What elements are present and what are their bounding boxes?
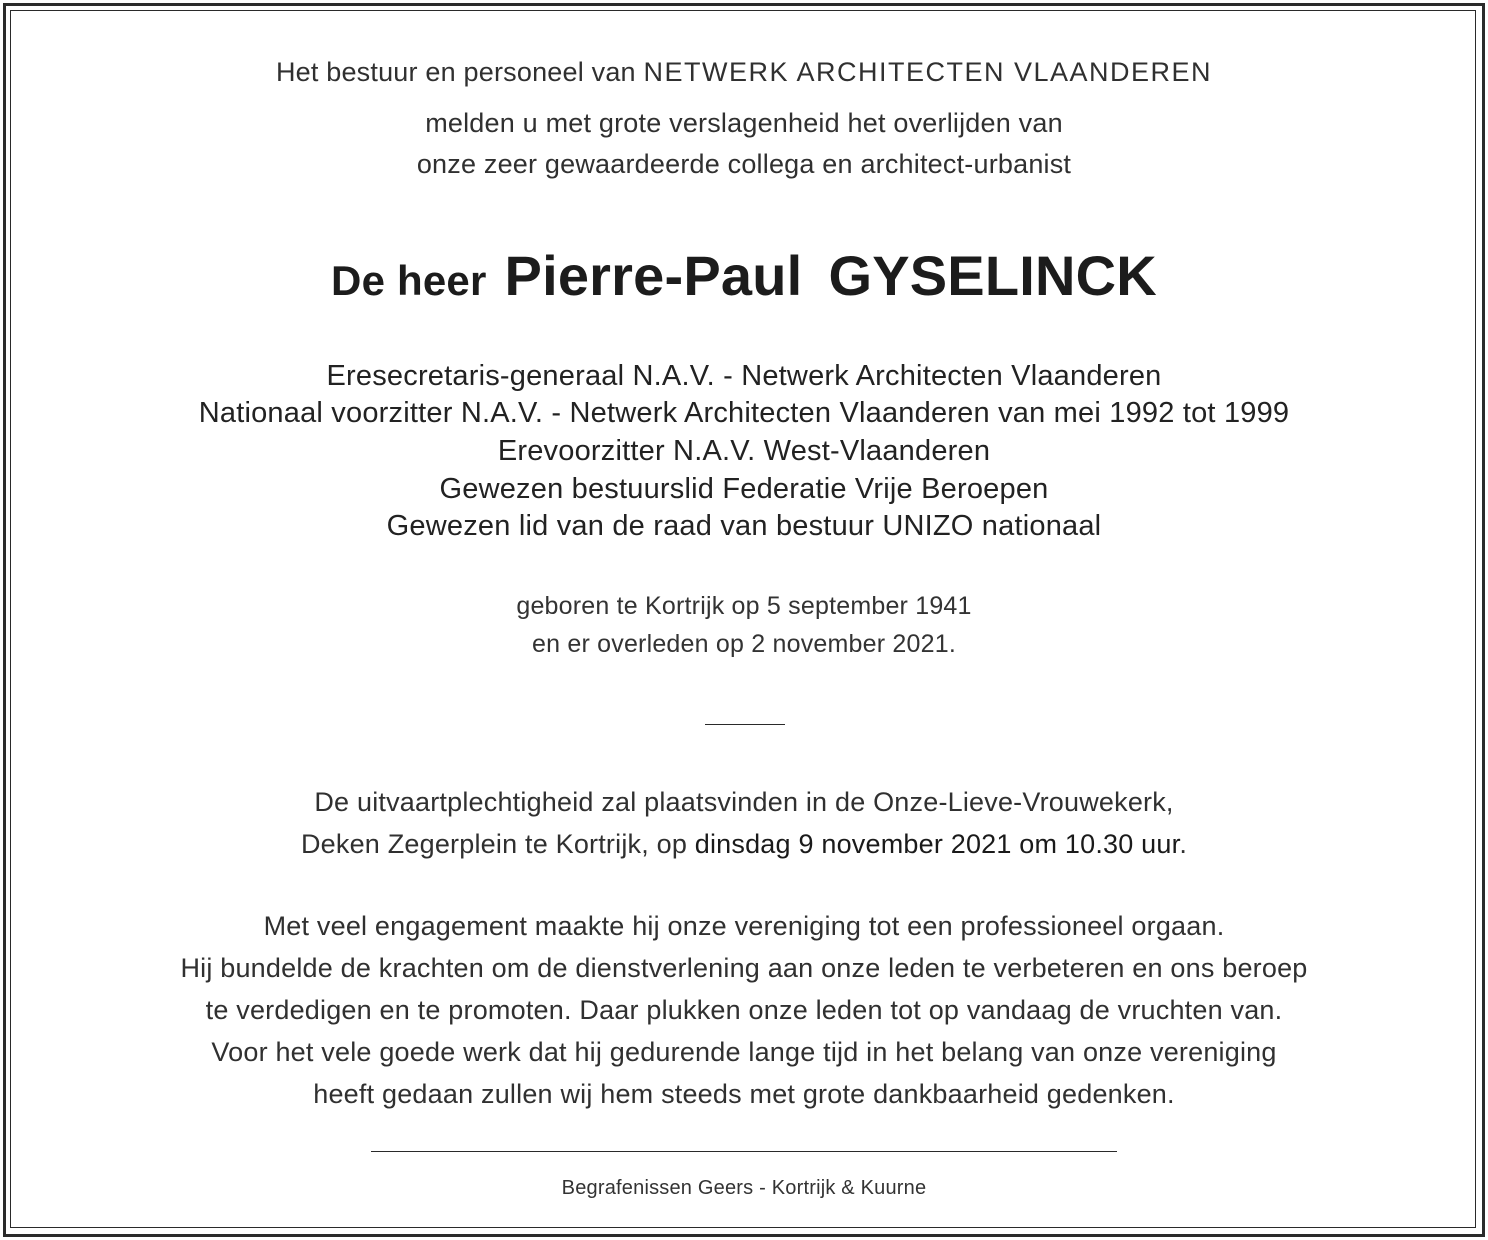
role-line: Nationaal voorzitter N.A.V. - Netwerk Architecten Vlaanderen van mei 1992 tot 1999 <box>198 397 1290 429</box>
role-line: Erevoorzitter N.A.V. West-Vlaanderen <box>497 435 991 467</box>
deceased-title: De heer <box>331 257 487 304</box>
funeral-location: Deken Zegerplein te Kortrijk, op <box>300 829 695 859</box>
deceased-last-name: GYSELINCK <box>828 244 1157 307</box>
funeral-datetime: dinsdag 9 november 2021 om 10.30 uur <box>694 829 1180 859</box>
birth-line: geboren te Kortrijk op 5 september 1941 <box>516 592 972 620</box>
funeral-line-1: De uitvaartplechtigheid zal plaatsvinden in de Onze-Lieve-Vrouwekerk, <box>314 787 1174 817</box>
short-divider <box>705 724 785 725</box>
organisation-name: NETWERK ARCHITECTEN VLAANDEREN <box>643 57 1213 87</box>
intro-line-1 <box>0 57 1488 88</box>
tribute-line: heeft gedaan zullen wij hem steeds met grote dankbaarheid gedenken. <box>313 1079 1175 1109</box>
death-line: en er overleden op 2 november 2021. <box>532 630 956 658</box>
role-line: Gewezen lid van de raad van bestuur UNIZO nationaal <box>386 510 1102 542</box>
tribute-line: Hij bundelde de krachten om de dienstverlening aan onze leden te verbeteren en ons beroep <box>180 953 1308 983</box>
tribute-line: te verdedigen en te promoten. Daar plukken onze leden tot op vandaag de vruchten van. <box>205 995 1283 1025</box>
tribute-line: Voor het vele goede werk dat hij gedurende lange tijd in het belang van onze vereniging <box>211 1037 1277 1067</box>
funeral-period: . <box>1179 829 1188 859</box>
deceased-first-name: Pierre-Paul <box>504 244 803 307</box>
undertaker-credit: Begrafenissen Geers - Kortrijk & Kuurne <box>561 1177 927 1199</box>
intro-prefix: Het bestuur en personeel van <box>275 57 644 87</box>
role-line: Gewezen bestuurslid Federatie Vrije Beroepen <box>439 473 1049 505</box>
funeral-line-2 <box>0 829 1488 860</box>
role-line: Eresecretaris-generaal N.A.V. - Netwerk Architecten Vlaanderen <box>326 360 1162 392</box>
deceased-name <box>0 243 1488 308</box>
intro-line-2: melden u met grote verslagenheid het overlijden van <box>425 108 1063 138</box>
intro-line-3: onze zeer gewaardeerde collega en architect-urbanist <box>416 149 1072 179</box>
long-divider <box>371 1151 1117 1152</box>
tribute-line: Met veel engagement maakte hij onze vereniging tot een professioneel orgaan. <box>263 911 1225 941</box>
